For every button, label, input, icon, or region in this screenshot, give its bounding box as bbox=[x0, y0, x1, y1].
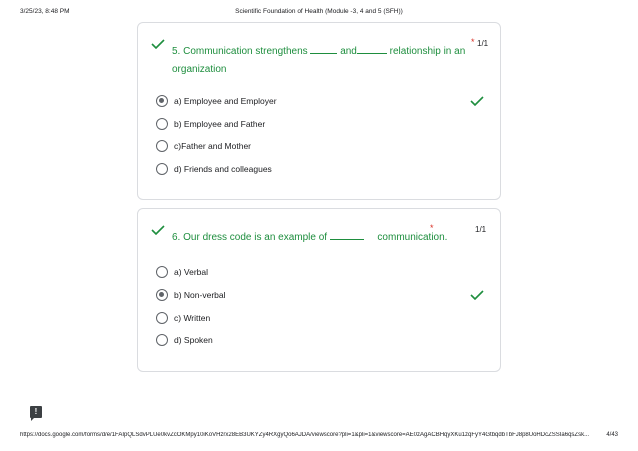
print-url: https://docs.google.com/forms/d/e/1FAIpQLSdvPLUe0kvZcOKMpy10iKoVHzrx28EB3UKYZy4RXgyQo6AJDA/viewscore?pli=1&pli=1&viewscore=AE0zAgACBHqyXKu1zqFyY4GtbqdbTbFJ8p8UoHDcZSSIa6qsZsk... bbox=[20, 432, 590, 438]
correct-answer-check-icon bbox=[470, 96, 484, 106]
radio-button-selected[interactable] bbox=[156, 289, 168, 301]
print-page-number: 4/43 bbox=[606, 432, 618, 438]
question-card-5 bbox=[137, 22, 501, 200]
option-d[interactable] bbox=[156, 333, 213, 347]
question-title: 6. Our dress code is an example of communication. bbox=[172, 232, 448, 243]
print-footer bbox=[0, 432, 638, 442]
option-label: a) Verbal bbox=[174, 267, 209, 277]
radio-button[interactable] bbox=[156, 312, 168, 324]
option-c[interactable] bbox=[156, 139, 251, 153]
question-score: 1/1 bbox=[475, 225, 487, 234]
question-card-6 bbox=[137, 208, 501, 372]
option-label: c) Written bbox=[174, 313, 211, 323]
correct-check-icon bbox=[151, 39, 165, 49]
answer-blank bbox=[310, 45, 337, 54]
question-title: 5. Communication strengthens and relationship in an organization bbox=[172, 46, 466, 75]
option-label: d) Friends and colleagues bbox=[174, 164, 272, 174]
required-asterisk: * bbox=[471, 37, 475, 47]
option-label: b) Employee and Father bbox=[174, 119, 266, 129]
radio-button[interactable] bbox=[156, 266, 168, 278]
option-a[interactable] bbox=[156, 265, 208, 279]
radio-button[interactable] bbox=[156, 334, 168, 346]
option-b[interactable] bbox=[156, 117, 265, 131]
option-label: c)Father and Mother bbox=[174, 141, 252, 151]
question-score: 1/1 bbox=[477, 39, 489, 48]
radio-button-selected[interactable] bbox=[156, 95, 168, 107]
option-label: a) Employee and Employer bbox=[174, 96, 277, 106]
option-c[interactable] bbox=[156, 311, 210, 325]
radio-button[interactable] bbox=[156, 140, 168, 152]
print-header bbox=[0, 8, 638, 20]
radio-button[interactable] bbox=[156, 118, 168, 130]
correct-check-icon bbox=[151, 225, 165, 235]
correct-answer-check-icon bbox=[470, 290, 484, 300]
option-label: b) Non-verbal bbox=[174, 290, 226, 300]
print-date: 3/25/23, 8:48 PM bbox=[20, 8, 70, 15]
feedback-icon[interactable]: ! bbox=[30, 406, 42, 418]
required-asterisk: * bbox=[430, 223, 434, 233]
option-label: d) Spoken bbox=[174, 335, 213, 345]
print-title: Scientific Foundation of Health (Module -3, 4 and 5 (SFH)) bbox=[235, 8, 403, 15]
radio-button[interactable] bbox=[156, 163, 168, 175]
option-d[interactable] bbox=[156, 162, 272, 176]
option-a[interactable] bbox=[156, 94, 277, 108]
answer-blank bbox=[330, 231, 364, 240]
answer-blank bbox=[357, 45, 387, 54]
option-b[interactable] bbox=[156, 288, 226, 302]
